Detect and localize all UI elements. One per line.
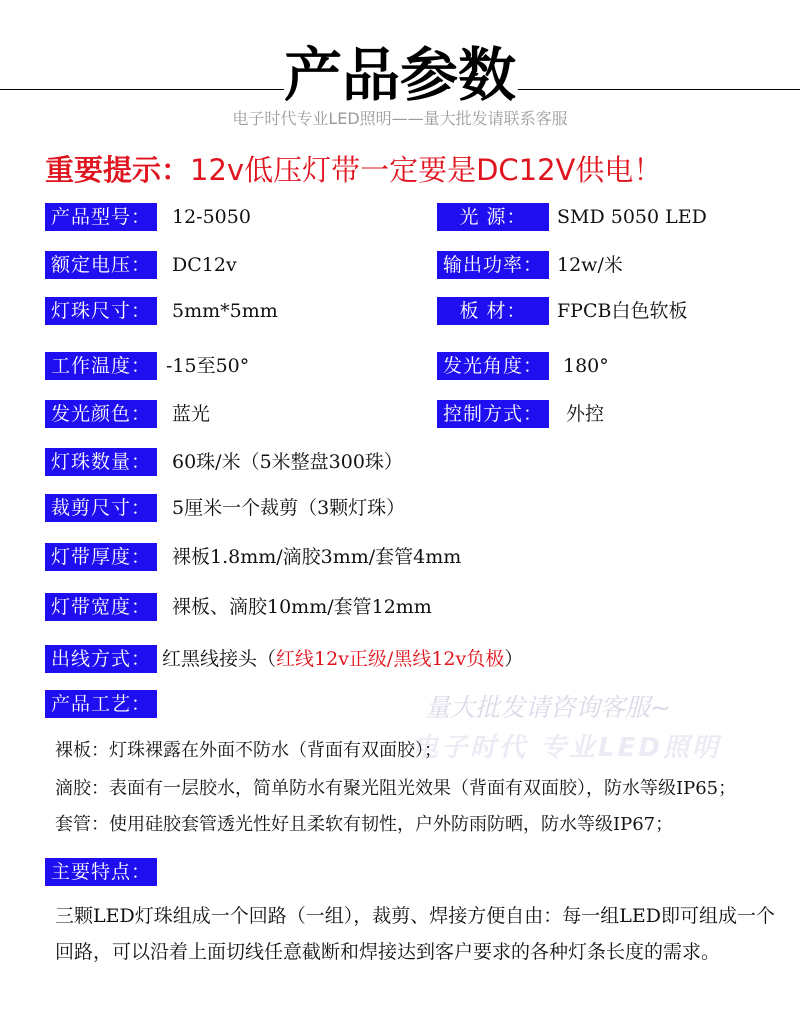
label-board: 板 材： bbox=[437, 297, 549, 325]
value-bead-size: 5mm*5mm bbox=[172, 300, 278, 322]
label-bead-count: 灯珠数量： bbox=[45, 448, 157, 476]
value-model: 12-5050 bbox=[172, 206, 251, 228]
wiring-text: 红黑线接头（ bbox=[162, 648, 277, 670]
value-control: 外控 bbox=[566, 403, 605, 425]
label-wiring: 出线方式： bbox=[45, 645, 157, 673]
label-process: 产品工艺： bbox=[45, 690, 157, 718]
label-source: 光 源： bbox=[437, 203, 549, 231]
watermark-line1: 量大批发请咨询客服~ bbox=[425, 693, 671, 722]
value-source: SMD 5050 LED bbox=[557, 206, 707, 228]
label-angle: 发光角度： bbox=[437, 352, 549, 380]
wiring-close: ） bbox=[504, 648, 524, 670]
value-thickness: 裸板1.8mm/滴胶3mm/套管4mm bbox=[172, 546, 462, 568]
process-item bbox=[55, 736, 442, 766]
label-thickness: 灯带厚度： bbox=[45, 543, 157, 571]
watermark-line2: 电子时代 专业LED照明 bbox=[412, 733, 721, 763]
label-features: 主要特点： bbox=[45, 858, 157, 886]
process-item-text: 表面有一层胶水，简单防水有聚光阻光效果（背面有双面胶），防水等级IP65； bbox=[109, 778, 737, 799]
process-item-text: 灯珠裸露在外面不防水（背面有双面胶）； bbox=[109, 740, 442, 761]
label-width: 灯带宽度： bbox=[45, 593, 157, 621]
value-temp: -15至50° bbox=[166, 355, 250, 377]
label-temp: 工作温度： bbox=[45, 352, 157, 380]
label-bead-size: 灯珠尺寸： bbox=[45, 297, 157, 325]
label-model: 产品型号： bbox=[45, 203, 157, 231]
value-cut: 5厘米一个裁剪（3颗灯珠） bbox=[172, 497, 406, 519]
value-width: 裸板、滴胶10mm/套管12mm bbox=[172, 596, 432, 618]
notice-heading: 重要提示： bbox=[45, 153, 191, 187]
process-item-name: 裸板： bbox=[55, 740, 109, 761]
wiring-polarity: 红线12v正级/黑线12v负极 bbox=[276, 648, 505, 670]
label-control: 控制方式： bbox=[437, 400, 549, 428]
important-notice bbox=[45, 148, 662, 189]
page-subtitle: 电子时代专业LED照明——量大批发请联系客服 bbox=[232, 109, 568, 128]
value-wiring bbox=[162, 645, 523, 673]
value-power: 12w/米 bbox=[557, 254, 623, 276]
label-cut: 裁剪尺寸： bbox=[45, 494, 157, 522]
page-title: 产品参数 bbox=[283, 41, 516, 109]
features-text: 三颗LED灯珠组成一个回路（一组），裁剪、焊接方便自由：每一组LED即可组成一个回路，可以沿着上面切线任意截断和焊接达到客户要求的各种灯条长度的需求。 bbox=[55, 905, 775, 963]
process-item bbox=[55, 774, 736, 804]
value-voltage: DC12v bbox=[172, 254, 237, 276]
value-color: 蓝光 bbox=[172, 403, 211, 425]
label-color: 发光颜色： bbox=[45, 400, 157, 428]
process-item bbox=[55, 810, 673, 840]
value-angle: 180° bbox=[563, 355, 609, 377]
process-item-text: 使用硅胶套管透光性好且柔软有韧性，户外防雨防晒，防水等级IP67； bbox=[109, 814, 674, 835]
process-item-name: 滴胶： bbox=[55, 778, 109, 799]
process-item-name: 套管： bbox=[55, 814, 109, 835]
label-voltage: 额定电压： bbox=[45, 251, 157, 279]
notice-text: 12v低压灯带一定要是DC12V供电！ bbox=[190, 153, 663, 187]
label-power: 输出功率： bbox=[437, 251, 549, 279]
value-bead-count: 60珠/米（5米整盘300珠） bbox=[172, 451, 403, 473]
value-board: FPCB白色软板 bbox=[557, 300, 688, 322]
